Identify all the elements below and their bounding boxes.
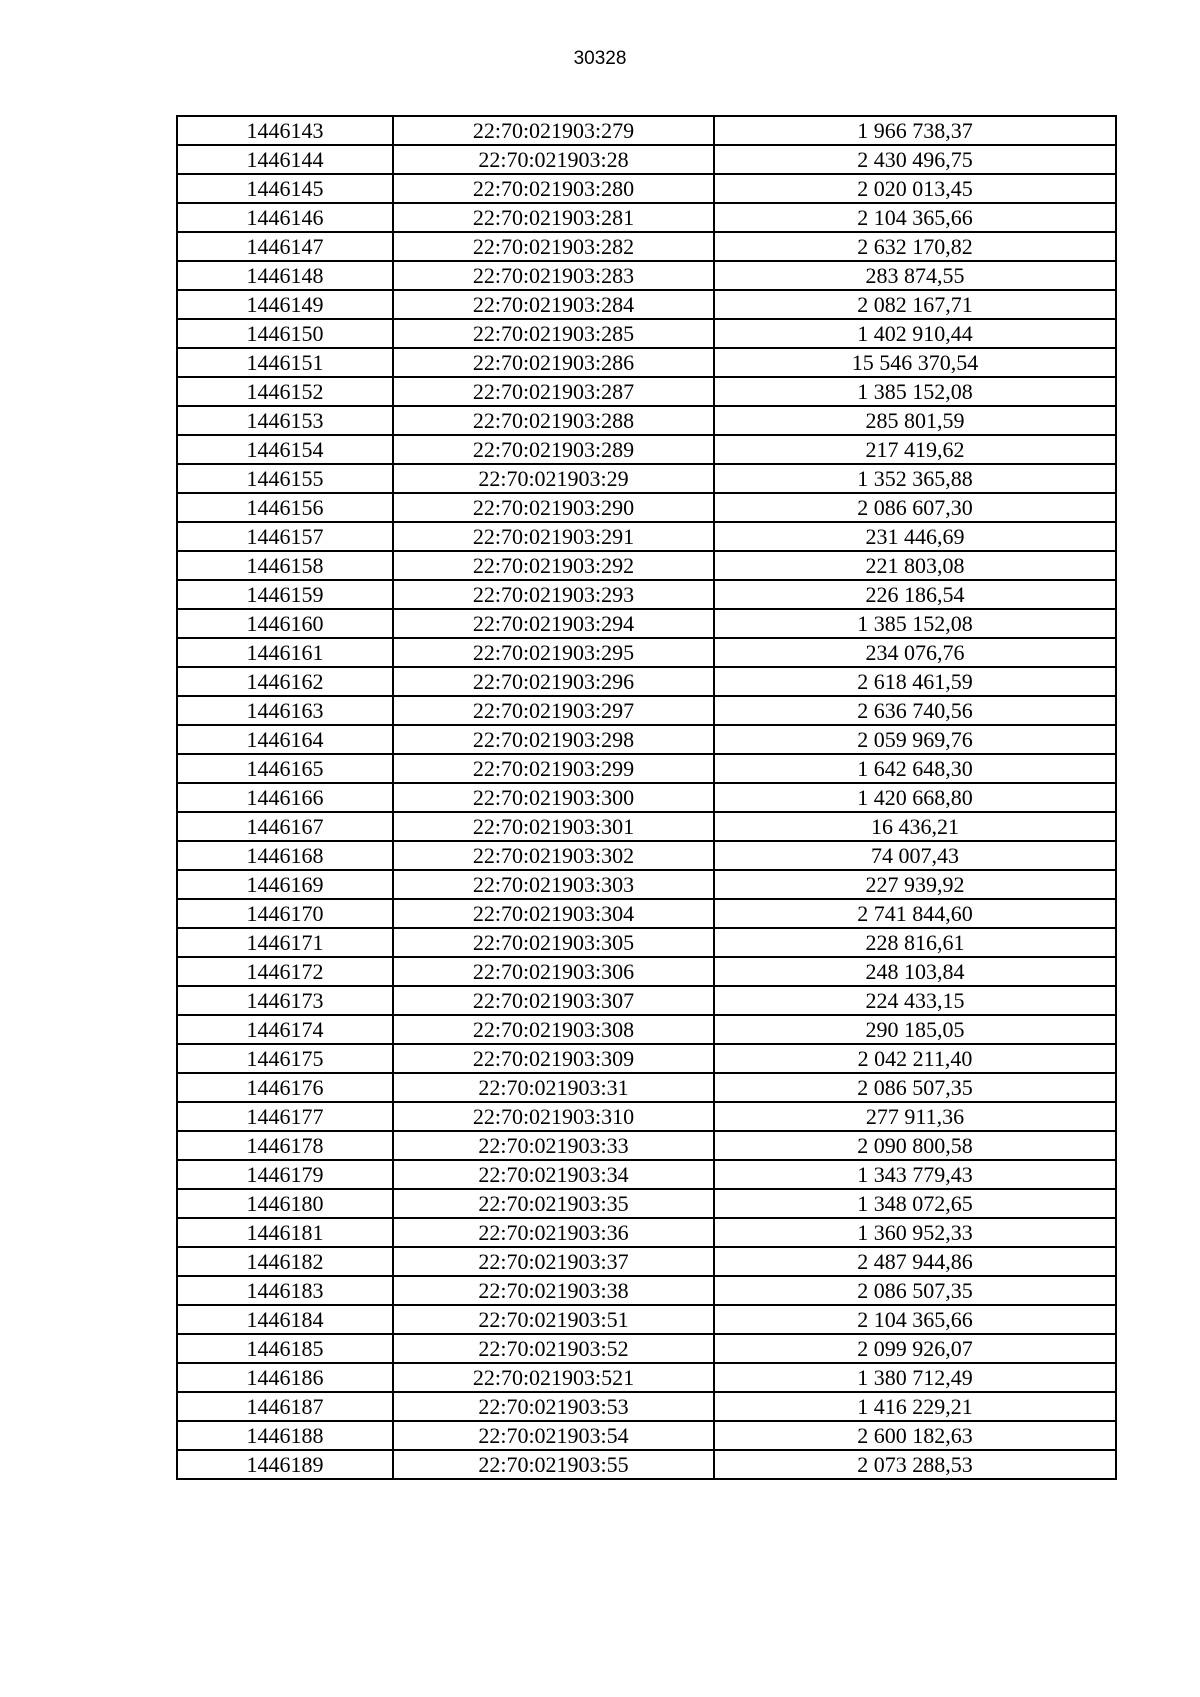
table-row	[177, 348, 1116, 377]
row-number-cell: 1446181	[177, 1218, 393, 1247]
cadastral-number-cell: 22:70:021903:298	[393, 725, 714, 754]
row-number-cell: 1446187	[177, 1392, 393, 1421]
table-row	[177, 1276, 1116, 1305]
value-cell: 2 600 182,63	[714, 1421, 1116, 1450]
table-row	[177, 986, 1116, 1015]
row-number-cell: 1446175	[177, 1044, 393, 1073]
table-body	[177, 116, 1116, 1479]
table-row	[177, 580, 1116, 609]
row-number-cell: 1446182	[177, 1247, 393, 1276]
value-cell: 248 103,84	[714, 957, 1116, 986]
table-row	[177, 870, 1116, 899]
table-row	[177, 377, 1116, 406]
row-number-cell: 1446147	[177, 232, 393, 261]
value-cell: 221 803,08	[714, 551, 1116, 580]
row-number-cell: 1446152	[177, 377, 393, 406]
row-number-cell: 1446156	[177, 493, 393, 522]
cadastral-number-cell: 22:70:021903:293	[393, 580, 714, 609]
value-cell: 217 419,62	[714, 435, 1116, 464]
row-number-cell: 1446162	[177, 667, 393, 696]
cadastral-number-cell: 22:70:021903:283	[393, 261, 714, 290]
cadastral-number-cell: 22:70:021903:308	[393, 1015, 714, 1044]
table-row	[177, 522, 1116, 551]
table-row	[177, 957, 1116, 986]
table-row	[177, 696, 1116, 725]
row-number-cell: 1446169	[177, 870, 393, 899]
value-cell: 1 966 738,37	[714, 116, 1116, 145]
row-number-cell: 1446180	[177, 1189, 393, 1218]
cadastral-number-cell: 22:70:021903:31	[393, 1073, 714, 1102]
value-cell: 1 402 910,44	[714, 319, 1116, 348]
value-cell: 1 348 072,65	[714, 1189, 1116, 1218]
row-number-cell: 1446165	[177, 754, 393, 783]
table-row	[177, 551, 1116, 580]
table-row	[177, 928, 1116, 957]
row-number-cell: 1446149	[177, 290, 393, 319]
table-row	[177, 1305, 1116, 1334]
cadastral-number-cell: 22:70:021903:284	[393, 290, 714, 319]
cadastral-number-cell: 22:70:021903:281	[393, 203, 714, 232]
table-row	[177, 754, 1116, 783]
value-cell: 227 939,92	[714, 870, 1116, 899]
value-cell: 2 618 461,59	[714, 667, 1116, 696]
row-number-cell: 1446144	[177, 145, 393, 174]
value-cell: 15 546 370,54	[714, 348, 1116, 377]
row-number-cell: 1446163	[177, 696, 393, 725]
value-cell: 2 104 365,66	[714, 203, 1116, 232]
table-row	[177, 290, 1116, 319]
cadastral-number-cell: 22:70:021903:34	[393, 1160, 714, 1189]
row-number-cell: 1446186	[177, 1363, 393, 1392]
table-row	[177, 116, 1116, 145]
table-row	[177, 319, 1116, 348]
cadastral-number-cell: 22:70:021903:33	[393, 1131, 714, 1160]
row-number-cell: 1446159	[177, 580, 393, 609]
cadastral-number-cell: 22:70:021903:51	[393, 1305, 714, 1334]
cadastral-number-cell: 22:70:021903:289	[393, 435, 714, 464]
table-row	[177, 174, 1116, 203]
cadastral-number-cell: 22:70:021903:285	[393, 319, 714, 348]
row-number-cell: 1446179	[177, 1160, 393, 1189]
cadastral-number-cell: 22:70:021903:38	[393, 1276, 714, 1305]
table-row	[177, 638, 1116, 667]
row-number-cell: 1446151	[177, 348, 393, 377]
value-cell: 228 816,61	[714, 928, 1116, 957]
table-row	[177, 1073, 1116, 1102]
row-number-cell: 1446145	[177, 174, 393, 203]
cadastral-number-cell: 22:70:021903:288	[393, 406, 714, 435]
value-cell: 277 911,36	[714, 1102, 1116, 1131]
table-row	[177, 1131, 1116, 1160]
value-cell: 2 430 496,75	[714, 145, 1116, 174]
cadastral-number-cell: 22:70:021903:297	[393, 696, 714, 725]
row-number-cell: 1446170	[177, 899, 393, 928]
row-number-cell: 1446171	[177, 928, 393, 957]
row-number-cell: 1446153	[177, 406, 393, 435]
value-cell: 2 086 507,35	[714, 1276, 1116, 1305]
value-cell: 2 099 926,07	[714, 1334, 1116, 1363]
row-number-cell: 1446143	[177, 116, 393, 145]
table-row	[177, 1189, 1116, 1218]
value-cell: 226 186,54	[714, 580, 1116, 609]
table-row	[177, 435, 1116, 464]
value-cell: 2 090 800,58	[714, 1131, 1116, 1160]
row-number-cell: 1446146	[177, 203, 393, 232]
row-number-cell: 1446148	[177, 261, 393, 290]
cadastral-number-cell: 22:70:021903:52	[393, 1334, 714, 1363]
page-number: 30328	[573, 48, 627, 69]
value-cell: 234 076,76	[714, 638, 1116, 667]
cadastral-number-cell: 22:70:021903:292	[393, 551, 714, 580]
cadastral-number-cell: 22:70:021903:55	[393, 1450, 714, 1479]
value-cell: 1 360 952,33	[714, 1218, 1116, 1247]
table-row	[177, 725, 1116, 754]
cadastral-number-cell: 22:70:021903:310	[393, 1102, 714, 1131]
row-number-cell: 1446172	[177, 957, 393, 986]
value-cell: 285 801,59	[714, 406, 1116, 435]
table-row	[177, 783, 1116, 812]
table-row	[177, 1334, 1116, 1363]
row-number-cell: 1446150	[177, 319, 393, 348]
cadastral-number-cell: 22:70:021903:301	[393, 812, 714, 841]
table-row	[177, 145, 1116, 174]
table-row	[177, 1015, 1116, 1044]
value-cell: 2 104 365,66	[714, 1305, 1116, 1334]
cadastral-number-cell: 22:70:021903:28	[393, 145, 714, 174]
table-row	[177, 1421, 1116, 1450]
value-cell: 2 741 844,60	[714, 899, 1116, 928]
value-cell: 74 007,43	[714, 841, 1116, 870]
cadastral-number-cell: 22:70:021903:54	[393, 1421, 714, 1450]
value-cell: 2 636 740,56	[714, 696, 1116, 725]
value-cell: 2 086 607,30	[714, 493, 1116, 522]
cadastral-number-cell: 22:70:021903:280	[393, 174, 714, 203]
row-number-cell: 1446158	[177, 551, 393, 580]
table-row	[177, 609, 1116, 638]
cadastral-number-cell: 22:70:021903:53	[393, 1392, 714, 1421]
value-cell: 2 042 211,40	[714, 1044, 1116, 1073]
row-number-cell: 1446155	[177, 464, 393, 493]
value-cell: 1 416 229,21	[714, 1392, 1116, 1421]
table-row	[177, 1363, 1116, 1392]
cadastral-number-cell: 22:70:021903:29	[393, 464, 714, 493]
cadastral-number-cell: 22:70:021903:303	[393, 870, 714, 899]
table-row	[177, 1044, 1116, 1073]
table-row	[177, 464, 1116, 493]
row-number-cell: 1446185	[177, 1334, 393, 1363]
table-row	[177, 1218, 1116, 1247]
value-cell: 2 020 013,45	[714, 174, 1116, 203]
row-number-cell: 1446166	[177, 783, 393, 812]
cadastral-number-cell: 22:70:021903:37	[393, 1247, 714, 1276]
table-row	[177, 261, 1116, 290]
cadastral-number-cell: 22:70:021903:521	[393, 1363, 714, 1392]
row-number-cell: 1446188	[177, 1421, 393, 1450]
value-cell: 2 059 969,76	[714, 725, 1116, 754]
table-row	[177, 1450, 1116, 1479]
row-number-cell: 1446161	[177, 638, 393, 667]
cadastral-number-cell: 22:70:021903:35	[393, 1189, 714, 1218]
table-row	[177, 232, 1116, 261]
value-cell: 2 073 288,53	[714, 1450, 1116, 1479]
value-cell: 1 352 365,88	[714, 464, 1116, 493]
table-row	[177, 203, 1116, 232]
row-number-cell: 1446160	[177, 609, 393, 638]
row-number-cell: 1446177	[177, 1102, 393, 1131]
value-cell: 283 874,55	[714, 261, 1116, 290]
value-cell: 290 185,05	[714, 1015, 1116, 1044]
cadastral-number-cell: 22:70:021903:300	[393, 783, 714, 812]
value-cell: 1 380 712,49	[714, 1363, 1116, 1392]
value-cell: 2 086 507,35	[714, 1073, 1116, 1102]
table-row	[177, 1102, 1116, 1131]
row-number-cell: 1446154	[177, 435, 393, 464]
row-number-cell: 1446173	[177, 986, 393, 1015]
table-row	[177, 812, 1116, 841]
cadastral-number-cell: 22:70:021903:307	[393, 986, 714, 1015]
cadastral-number-cell: 22:70:021903:282	[393, 232, 714, 261]
cadastral-number-cell: 22:70:021903:296	[393, 667, 714, 696]
cadastral-number-cell: 22:70:021903:305	[393, 928, 714, 957]
value-cell: 231 446,69	[714, 522, 1116, 551]
cadastral-number-cell: 22:70:021903:290	[393, 493, 714, 522]
value-cell: 224 433,15	[714, 986, 1116, 1015]
cadastral-number-cell: 22:70:021903:279	[393, 116, 714, 145]
row-number-cell: 1446184	[177, 1305, 393, 1334]
value-cell: 1 642 648,30	[714, 754, 1116, 783]
table-row	[177, 493, 1116, 522]
value-cell: 2 632 170,82	[714, 232, 1116, 261]
cadastral-number-cell: 22:70:021903:294	[393, 609, 714, 638]
row-number-cell: 1446167	[177, 812, 393, 841]
value-cell: 1 420 668,80	[714, 783, 1116, 812]
row-number-cell: 1446174	[177, 1015, 393, 1044]
cadastral-number-cell: 22:70:021903:299	[393, 754, 714, 783]
cadastral-number-cell: 22:70:021903:306	[393, 957, 714, 986]
table-row	[177, 1160, 1116, 1189]
row-number-cell: 1446178	[177, 1131, 393, 1160]
row-number-cell: 1446176	[177, 1073, 393, 1102]
row-number-cell: 1446189	[177, 1450, 393, 1479]
cadastral-number-cell: 22:70:021903:304	[393, 899, 714, 928]
table-row	[177, 841, 1116, 870]
value-cell: 1 343 779,43	[714, 1160, 1116, 1189]
cadastral-number-cell: 22:70:021903:309	[393, 1044, 714, 1073]
value-cell: 1 385 152,08	[714, 377, 1116, 406]
table-row	[177, 406, 1116, 435]
cadastral-number-cell: 22:70:021903:291	[393, 522, 714, 551]
cadastral-number-cell: 22:70:021903:36	[393, 1218, 714, 1247]
cadastral-number-cell: 22:70:021903:286	[393, 348, 714, 377]
row-number-cell: 1446183	[177, 1276, 393, 1305]
cadastral-number-cell: 22:70:021903:302	[393, 841, 714, 870]
value-cell: 2 082 167,71	[714, 290, 1116, 319]
cadastral-number-cell: 22:70:021903:295	[393, 638, 714, 667]
table-row	[177, 667, 1116, 696]
data-table	[176, 115, 1117, 1480]
table-row	[177, 1392, 1116, 1421]
table-row	[177, 1247, 1116, 1276]
value-cell: 1 385 152,08	[714, 609, 1116, 638]
value-cell: 2 487 944,86	[714, 1247, 1116, 1276]
row-number-cell: 1446157	[177, 522, 393, 551]
row-number-cell: 1446168	[177, 841, 393, 870]
cadastral-number-cell: 22:70:021903:287	[393, 377, 714, 406]
row-number-cell: 1446164	[177, 725, 393, 754]
value-cell: 16 436,21	[714, 812, 1116, 841]
table-row	[177, 899, 1116, 928]
